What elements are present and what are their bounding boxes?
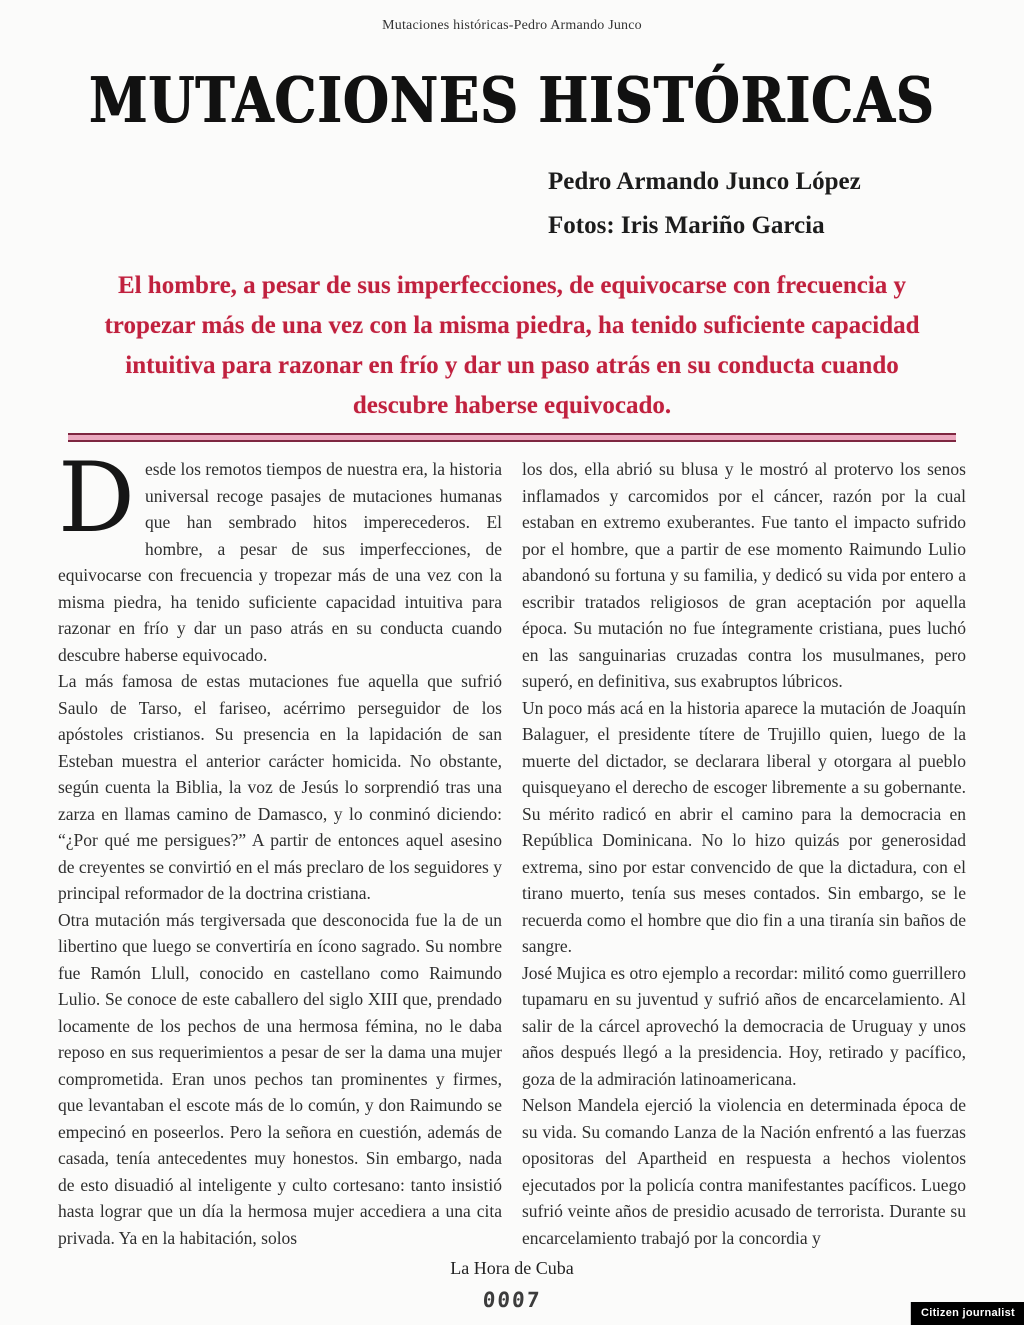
paragraph-2: La más famosa de estas mutaciones fue aquella que sufrió Saulo de Tarso, el fariseo, acérrimo perseguidor de los apóstoles cristianos. Su presencia en la lapidación de san Esteban muestra el anterior carácter homicida. No obstante, según cuenta la Biblia, la voz de Jesús lo sorprendió tras una zarza en llamas camino de Damasco, y lo conminó diciendo: “¿Por qué me persigues?” A partir de entonces aquel asesino de creyentes se convirtió en el más preclaro de los seguidores y principal reformador de la doctrina cristiana.: [58, 671, 502, 903]
paragraph-1-text: esde los remotos tiempos de nuestra era, la historia universal recoge pasajes de mutaciones humanas que han sembrado hitos imperecederos. El hombre, a pesar de sus imperfecciones, de equivocarse con frecuencia y tropezar más de una vez con la misma piedra, ha tenido suficiente capacidad intuitiva para razonar en frío y dar un paso atrás en su conducta cuando descubre haberse equivocado.: [58, 459, 502, 665]
paragraph-7: Nelson Mandela ejerció la violencia en determinada época de su vida. Su comando Lanza de la Nación enfrentó a las fuerzas opositoras del Apartheid en respuesta a hechos violentos ejecutados por la policía contra manifestantes pacíficos. Luego sufrió veinte años de presidio acusado de terrorista. Durante su encarcelamiento trabajó por la concordia y: [522, 1095, 966, 1248]
section-divider-rule: [68, 433, 956, 442]
paragraph-4: los dos, ella abrió su blusa y le mostró al protervo los senos inflamados y carcomidos por el cáncer, razón por la cual estaban en extremo exuberantes. Fue tanto el impacto sufrido por el hombre, que a partir de ese momento Raimundo Lulio abandonó su fortuna y su familia, y dedicó su vida por entero a escribir tratados religiosos de gran aceptación por aquella época. Su mutación no fue íntegramente cristiana, pues luchó en las sanguinarias cruzadas contra los musulmanes, pero superó, en definitiva, sus exabruptos lúbricos.: [522, 459, 966, 691]
byline-photos: Fotos: Iris Mariño Garcia: [548, 212, 825, 239]
byline-block: [548, 160, 861, 248]
running-header: Mutaciones históricas-Pedro Armando Junco: [382, 18, 642, 33]
paragraph-1: [58, 442, 502, 668]
article-title: MUTACIONES HISTÓRICAS: [89, 64, 935, 138]
article-body: [58, 442, 966, 1251]
byline-author: Pedro Armando Junco López: [548, 168, 861, 195]
publication-name: La Hora de Cuba: [450, 1258, 574, 1278]
dropcap-letter: D: [58, 442, 135, 554]
paragraph-3: Otra mutación más tergiversada que desconocida fue la de un libertino que luego se convertiría en ícono sagrado. Su nombre fue Ramón Llull, conocido en castellano como Raimundo Lulio. Se conoce de este caballero del siglo XIII que, prendado locamente de los pechos de una hermosa fémina, no le daba reposo en sus requerimientos a pesar de ser la dama una mujer comprometida. Eran unos pechos tan prominentes y firmes, que levantaban el escote más de lo común, y don Raimundo se empecinó en poseerlos. Pero la señora en cuestión, además de casada, tenía antecedentes muy honestos. Sin embargo, nada de esto disuadió al inteligente y culto cortesano: tanto insistió hasta lograr que un día la hermosa mujer accediera a una cita privada. Ya en la habitación, solos: [58, 909, 502, 1248]
paragraph-5: Un poco más acá en la historia aparece la mutación de Joaquín Balaguer, el presidente títere de Trujillo quien, luego de la muerte del dictador, se declarara liberal y otorgara al pueblo quisqueyano el derecho de escoger libremente a su gobernante. Su mérito radicó en abrir el camino para la democracia en República Dominicana. No lo hizo quizás por generosidad extrema, sino por estar convencido de que la dictadura, con el tirano muerto, tenía sus meses contados. Sin embargo, se le recuerda como el hombre que dio fin a una tiranía sin baños de sangre.: [522, 697, 966, 956]
page-number: 0007: [481, 1288, 543, 1312]
right-column: [522, 456, 966, 1251]
lead-paragraph: El hombre, a pesar de sus imperfecciones, de equivocarse con frecuencia y tropezar más de una vez con la misma piedra, ha tenido suficiente capacidad intuitiva para razonar en frío y dar un paso atrás en su conducta cuando descubre haberse equivocado.: [104, 272, 920, 419]
paragraph-6: José Mujica es otro ejemplo a recordar: militó como guerrillero tupamaru en su juventud y sufrió años de encarcelamiento. Al salir de la cárcel aprovechó la democracia de Uruguay y unos años después llegó a la presidencia. Hoy, retirado y pacífico, goza de la admiración latinoamericana.: [522, 962, 966, 1089]
left-column: [58, 442, 502, 1251]
citizen-journalist-badge: Citizen journalist: [910, 1302, 1024, 1325]
